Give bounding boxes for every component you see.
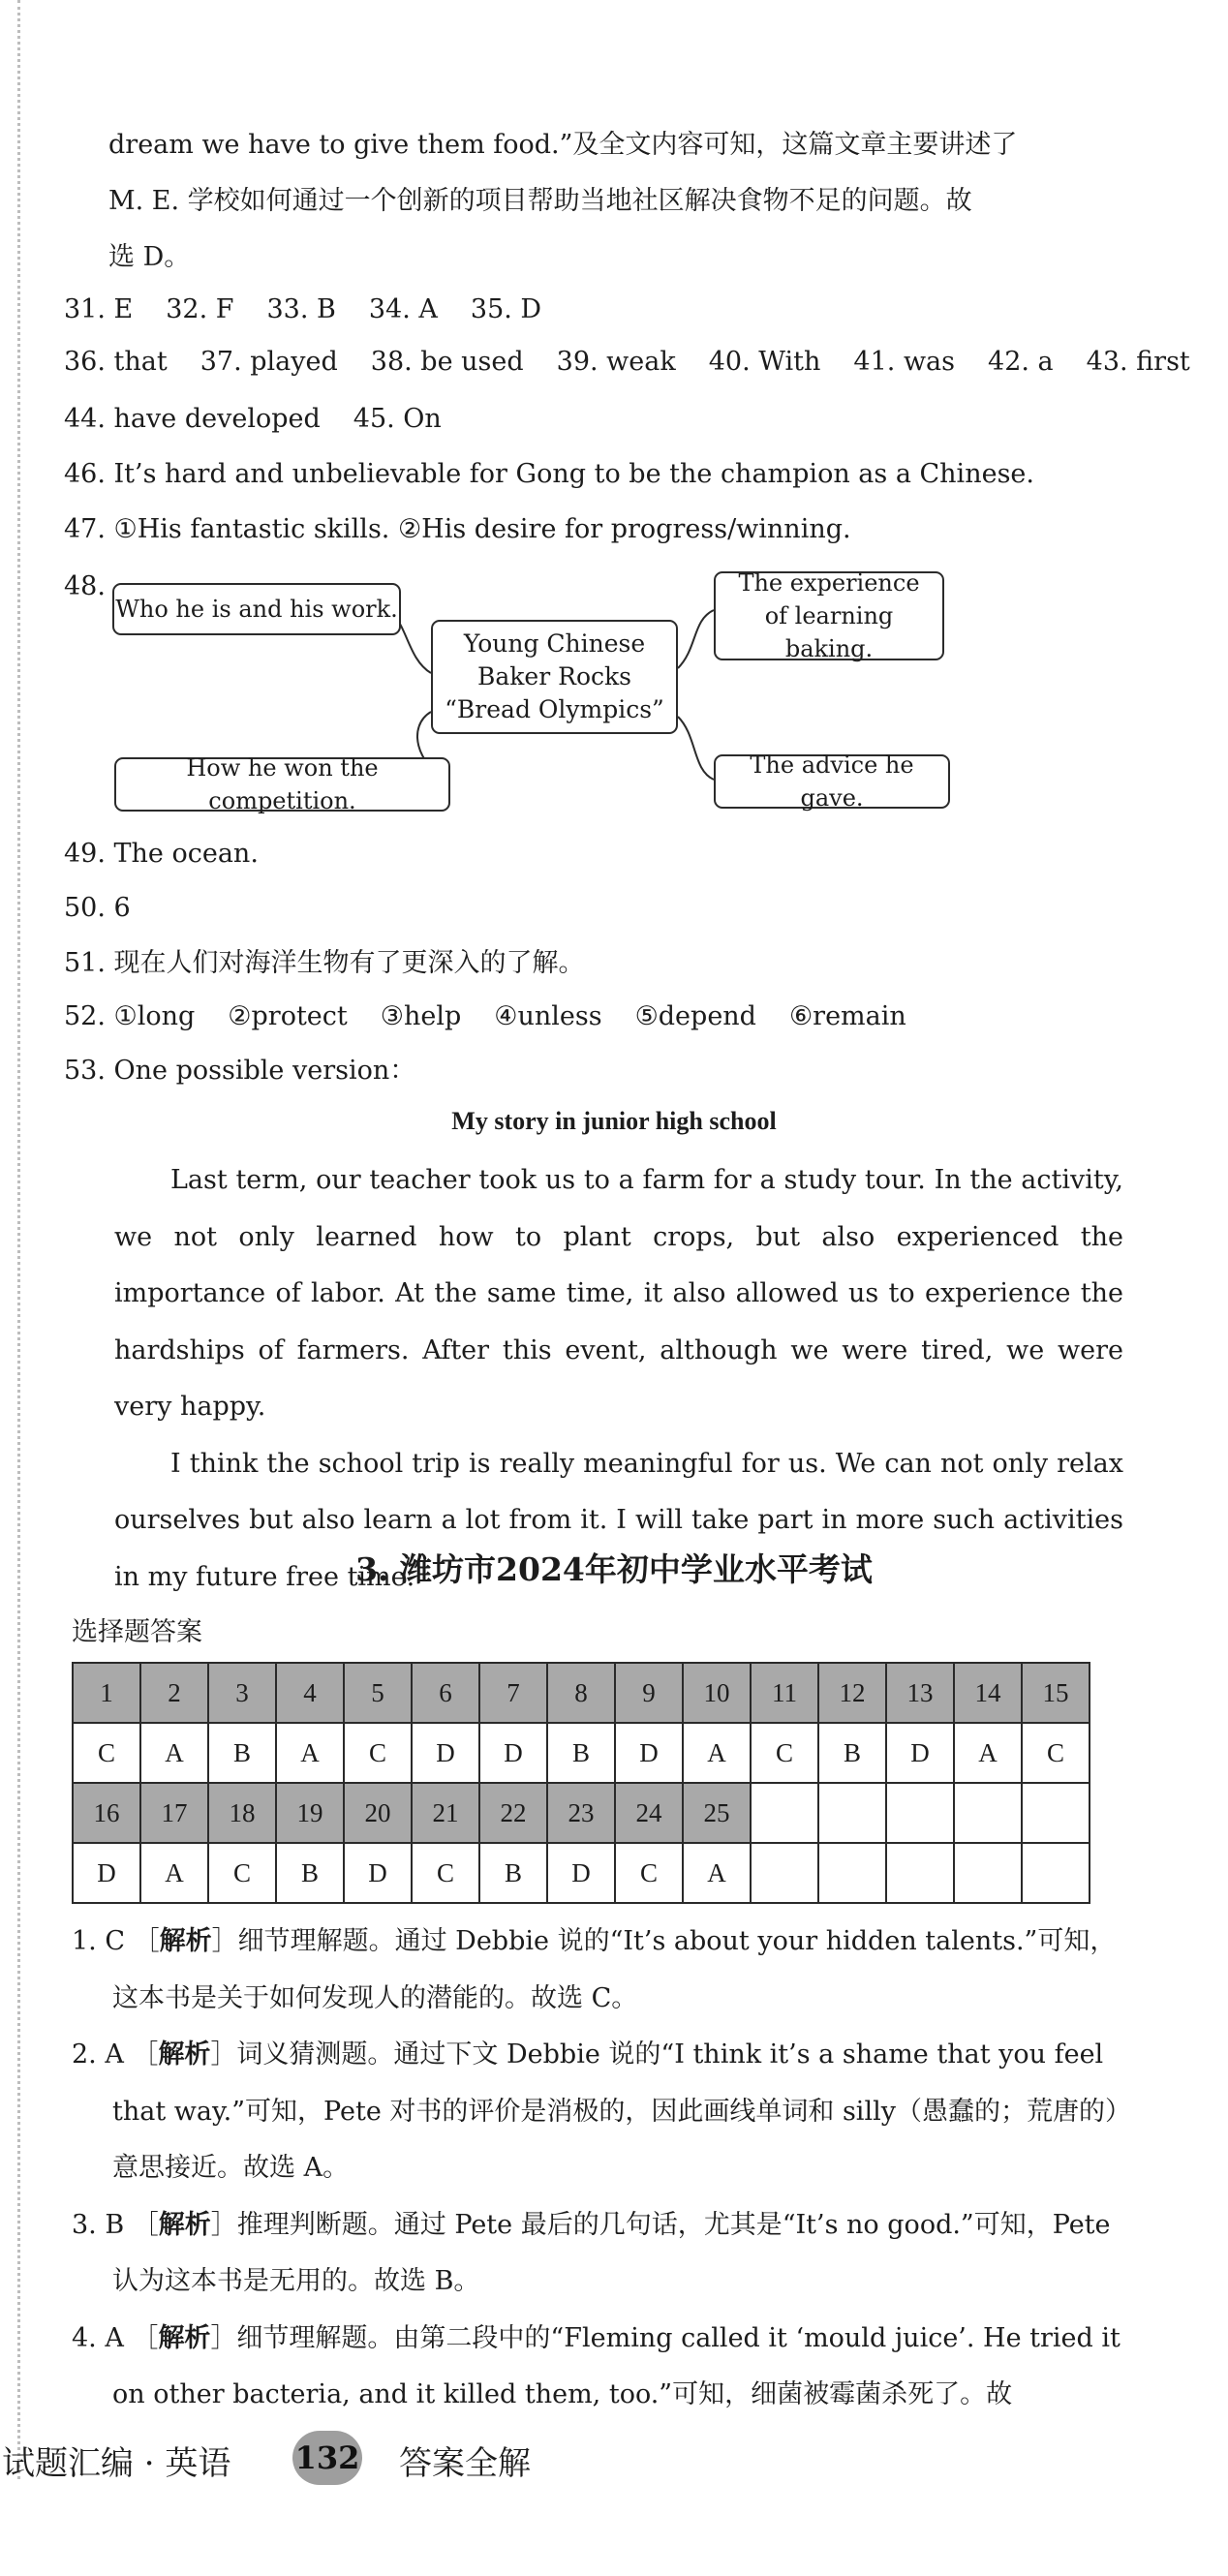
intro-line: M. E. 学校如何通过一个创新的项目帮助当地社区解决食物不足的问题。故	[108, 186, 972, 216]
answer-52: 52. ①long ②protect ③help ④unless ⑤depend ⑥remain	[64, 1001, 906, 1031]
question-number: 2	[140, 1663, 208, 1723]
answer-letter: C	[344, 1723, 412, 1783]
explanation-4: 4. A ［解析］细节理解题。由第二段中的“Fleming called it ‘mould juice’. He tried it on other bacteria, and it killed them, too.”可知，细菌被霉菌杀死了。故	[72, 2322, 1121, 2409]
question-number: 23	[547, 1783, 615, 1843]
essay-paragraph: I think the school trip is really meaningful for us. We can not only relax ourselves but also learn a lot from it. I will take part in more such activities in my future free time.	[114, 1448, 1123, 1592]
question-number: 16	[73, 1783, 140, 1843]
answer-letter: C	[751, 1723, 818, 1783]
answer-letter-row	[73, 1843, 1090, 1903]
question-number: 8	[547, 1663, 615, 1723]
answer-letter: A	[683, 1723, 751, 1783]
mindmap-center-node: Young Chinese Baker Rocks “Bread Olympics”	[431, 620, 678, 734]
answer-letter: A	[276, 1723, 344, 1783]
answer-letter: D	[412, 1723, 479, 1783]
question-number: 10	[683, 1663, 751, 1723]
answer-letter: A	[140, 1723, 208, 1783]
page-number-badge: 132	[292, 2431, 362, 2485]
answer-letter: B	[547, 1723, 615, 1783]
empty-cell	[886, 1843, 954, 1903]
question-number: 1	[73, 1663, 140, 1723]
answer-53-intro: 53. One possible version：	[64, 1056, 416, 1086]
empty-cell	[818, 1783, 886, 1843]
answer-47: 47. ①His fantastic skills. ②His desire for progress/winning.	[64, 514, 851, 544]
answer-letter: D	[344, 1843, 412, 1903]
answer-letter: B	[818, 1723, 886, 1783]
answers-36-43: 36. that 37. played 38. be used 39. weak 40. With 41. was 42. a 43. first	[64, 347, 1190, 377]
empty-cell	[751, 1843, 818, 1903]
question-number: 12	[818, 1663, 886, 1723]
answer-letter: D	[479, 1723, 547, 1783]
intro-line: 选 D。	[108, 242, 191, 272]
answer-48-number: 48.	[64, 571, 106, 601]
empty-cell	[751, 1783, 818, 1843]
footer-book-title: 试题汇编 · 英语	[2, 2444, 231, 2483]
answer-number-row	[73, 1663, 1090, 1723]
answer-letter: C	[73, 1723, 140, 1783]
answer-letter: D	[547, 1843, 615, 1903]
footer-section: 答案全解	[399, 2444, 531, 2483]
question-number: 22	[479, 1783, 547, 1843]
choice-answers-label: 选择题答案	[72, 1617, 202, 1647]
explanation-3: 3. B ［解析］推理判断题。通过 Pete 最后的几句话，尤其是“It’s no good.”可知，Pete 认为这本书是无用的。故选 B。	[72, 2209, 1111, 2296]
answer-number-row	[73, 1783, 1090, 1843]
empty-cell	[954, 1783, 1022, 1843]
answer-letter: C	[412, 1843, 479, 1903]
mindmap-node-bottom-right: The advice he gave.	[714, 754, 950, 809]
question-number: 24	[615, 1783, 683, 1843]
question-number: 9	[615, 1663, 683, 1723]
answer-50: 50. 6	[64, 893, 131, 923]
question-number: 25	[683, 1783, 751, 1843]
empty-cell	[954, 1843, 1022, 1903]
explanation-2: 2. A ［解析］词义猜测题。通过下文 Debbie 说的“I think it’s a shame that you feel that way.”可知，Pete 对书的评价是消极的，因此画线单词和 silly（愚蠢的；荒唐的）意思接近。故选 A。	[72, 2039, 1119, 2183]
mindmap-connectors	[0, 0, 1228, 872]
question-number: 14	[954, 1663, 1022, 1723]
question-number: 13	[886, 1663, 954, 1723]
answer-letter: D	[886, 1723, 954, 1783]
question-number: 6	[412, 1663, 479, 1723]
explanation-1: 1. C ［解析］细节理解题。通过 Debbie 说的“It’s about your hidden talents.”可知，这本书是关于如何发现人的潜能的。故选 C。	[72, 1926, 1117, 2013]
answer-letter: A	[140, 1843, 208, 1903]
answer-letter: D	[615, 1723, 683, 1783]
question-number: 3	[208, 1663, 276, 1723]
answers-31-35: 31. E 32. F 33. B 34. A 35. D	[64, 294, 542, 324]
question-number: 15	[1022, 1663, 1090, 1723]
essay-paragraph: Last term, our teacher took us to a farm for a study tour. In the activity, we not only learned how to plant crops, but also experienced the importance of labor. At the same time, it also allowed us to experience the hardships of farmers. After this event, although we were tired, we were very happy.	[114, 1165, 1123, 1422]
answer-letter: B	[208, 1723, 276, 1783]
question-number: 18	[208, 1783, 276, 1843]
question-number: 20	[344, 1783, 412, 1843]
answer-letter: A	[683, 1843, 751, 1903]
answer-letter: C	[615, 1843, 683, 1903]
question-number: 17	[140, 1783, 208, 1843]
answer-letter-row	[73, 1723, 1090, 1783]
question-number: 21	[412, 1783, 479, 1843]
mindmap-node-bottom-left: How he won the competition.	[114, 757, 450, 812]
question-number: 4	[276, 1663, 344, 1723]
empty-cell	[1022, 1843, 1090, 1903]
answer-letter: D	[73, 1843, 140, 1903]
answer-letter: B	[479, 1843, 547, 1903]
mindmap-node-top-right: The experience of learning baking.	[714, 571, 944, 660]
empty-cell	[1022, 1783, 1090, 1843]
question-number: 11	[751, 1663, 818, 1723]
essay-title: My story in junior high school	[451, 1107, 777, 1135]
essay-body	[114, 1152, 1123, 1606]
empty-cell	[818, 1843, 886, 1903]
section-title: 3. 潍坊市2024年初中学业水平考试	[355, 1550, 873, 1588]
answer-letter: C	[208, 1843, 276, 1903]
answer-51: 51. 现在人们对海洋生物有了更深入的了解。	[64, 948, 585, 978]
question-number: 7	[479, 1663, 547, 1723]
mindmap-node-top-left: Who he is and his work.	[112, 583, 401, 635]
question-number: 19	[276, 1783, 344, 1843]
question-number: 5	[344, 1663, 412, 1723]
answer-49: 49. The ocean.	[64, 839, 259, 869]
intro-line: dream we have to give them food.”及全文内容可知，这篇文章主要讲述了	[108, 130, 1018, 160]
answer-letter: B	[276, 1843, 344, 1903]
empty-cell	[886, 1783, 954, 1843]
explanations	[72, 1914, 1127, 2424]
answer-table	[72, 1662, 1090, 1904]
answer-46: 46. It’s hard and unbelievable for Gong to be the champion as a Chinese.	[64, 459, 1034, 489]
answer-letter: C	[1022, 1723, 1090, 1783]
answer-letter: A	[954, 1723, 1022, 1783]
answers-44-45: 44. have developed 45. On	[64, 404, 442, 434]
